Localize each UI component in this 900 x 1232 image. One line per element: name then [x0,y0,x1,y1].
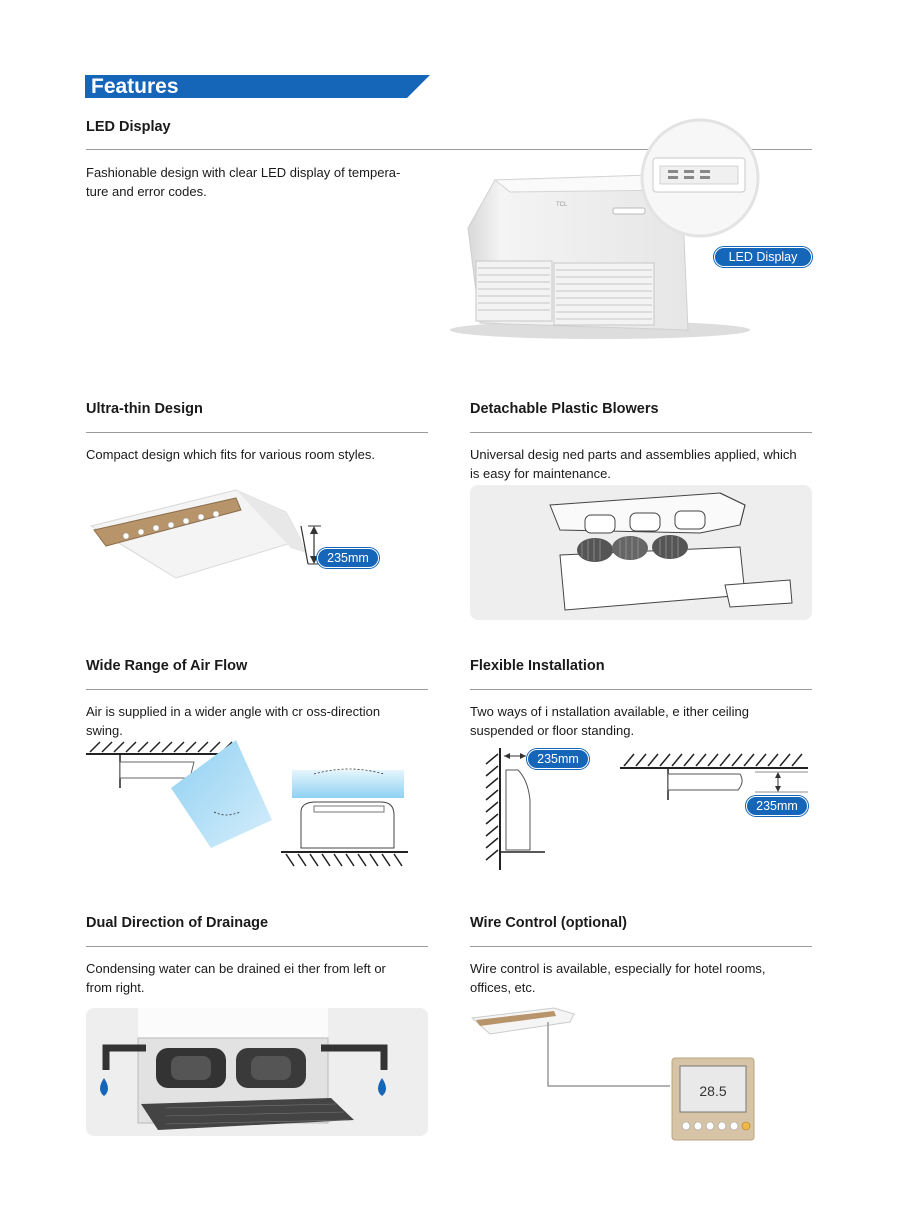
thin-unit-illustration [86,468,386,588]
airflow-rule [86,689,428,690]
install-rule [470,689,812,690]
thin-text: Compact design which fits for various room styles. [86,447,375,462]
drainage-heading: Dual Direction of Drainage [86,915,269,931]
blowers-rule [470,432,812,433]
install-heading: Flexible Installation [470,658,605,674]
brand-label: TCL [556,202,568,208]
install-ceiling-dimension-pill: 235mm [746,796,808,816]
drainage-illustration [86,1008,428,1136]
wire-text: Wire control is available, especially for hotel rooms, offices, etc. [470,961,766,995]
wire-rule [470,946,812,947]
wire-heading: Wire Control (optional) [470,915,627,931]
led-unit-illustration [440,118,820,358]
drainage-rule [86,946,428,947]
blowers-exploded-illustration [470,485,812,620]
led-display-callout: LED Display [714,247,812,267]
blowers-text: Universal desig ned parts and assemblies applied, which is easy for maintenance. [470,447,797,481]
thin-dimension-pill: 235mm [317,548,379,568]
wire-control-illustration [470,1002,770,1142]
drainage-text: Condensing water can be drained ei ther from left or from right. [86,961,386,995]
install-text: Two ways of i nstallation available, e ither ceiling suspended or floor standing. [470,704,749,738]
thin-rule [86,432,428,433]
airflow-text: Air is supplied in a wider angle with cr oss-direction swing. [86,704,381,738]
install-floor-dimension-pill: 235mm [527,749,589,769]
page-title: Features [91,75,179,98]
blowers-heading: Detachable Plastic Blowers [470,401,659,417]
features-banner [85,75,430,98]
controller-display-value: 28.5 [699,1083,727,1099]
thin-heading: Ultra-thin Design [86,401,203,417]
airflow-illustration [86,740,416,875]
airflow-heading: Wide Range of Air Flow [86,658,248,674]
led-text: Fashionable design with clear LED display of tempera- ture and error codes. [86,165,401,199]
led-heading: LED Display [86,119,171,135]
